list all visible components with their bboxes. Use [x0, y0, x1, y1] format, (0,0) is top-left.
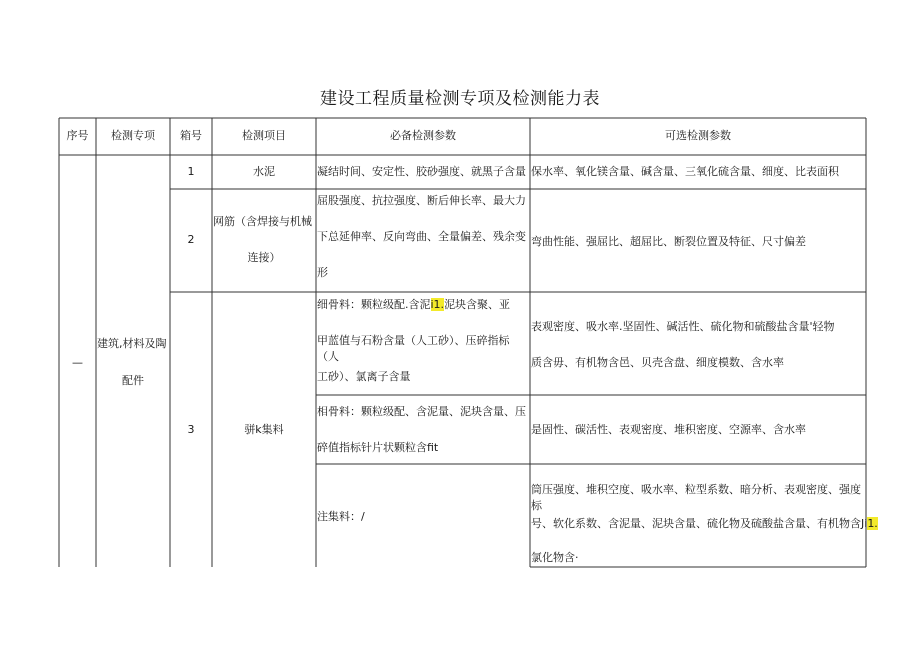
row2-no: 2 [187, 233, 195, 246]
header-required: 必备检测参数 [390, 129, 456, 142]
row2-required-line2: 下总延伸率、反向弯曲、全量偏差、残余变 [317, 230, 526, 243]
row3c-optional-line1: 筒压强度、堆积空度、吸水率、粒型系数、暗分析、表观密度、强度标 [531, 483, 861, 512]
header-item: 检测项目 [242, 129, 286, 142]
row3b-required-line1: 相骨料：颗粒级配、含泥量、泥块含量、压 [317, 405, 526, 418]
row2-required-line1: 屈股强度、抗拉强度、断后伸长率、最大力 [317, 194, 526, 207]
highlight-mark: i1. [430, 298, 445, 311]
row3-item: 骈k集料 [244, 423, 284, 436]
group-seq: — [72, 356, 83, 369]
row3a-required-line1 [317, 297, 530, 313]
row3c-required: 注集料：/ [317, 510, 365, 523]
row3a-optional-line1: 表观密度、吸水率.坚固性、碱活性、硫化物和硫酸盐含量'轻物 [531, 320, 835, 333]
header-category: 检测专项 [111, 129, 155, 142]
row3c-optional-line3: 氯化物含· [531, 551, 579, 564]
page-title: 建设工程质量检测专项及检测能力表 [320, 89, 600, 109]
row3a-required-line1-text: 细骨料：颗粒级配.含泥 [317, 298, 431, 311]
row3a-required-line2: 甲蓝值与石粉含量（人工砂）、压碎指标（人 [317, 334, 510, 363]
row3a-required-line1-tail: 泥块含聚、亚 [444, 298, 511, 311]
row1-required: 凝结时间、安定性、胶砂强度、就黑子含量 [317, 165, 526, 178]
row3b-required-line2: 碎值指标针片状颗粒含fit [317, 441, 439, 454]
row3c-optional-line2-text: 号、软化系数、含泥量、泥块含量、硫化物及硫酸盐含量、有机物含Ji [531, 517, 868, 530]
header-optional: 可选检测参数 [665, 129, 731, 142]
row3a-optional-line2: 质含毋、有机物含邑、贝壳含盘、细度模数、含水率 [531, 356, 784, 369]
row2-optional: 弯曲性能、强屈比、超屈比、断裂位置及特征、尺寸偏差 [531, 235, 806, 248]
group-category-line2: 配件 [122, 374, 144, 387]
row3a-required-line3: 工砂）、氯离子含量 [317, 370, 411, 383]
row1-no: 1 [187, 165, 195, 178]
group-category-line1: 建筑,材料及陶 [97, 337, 167, 350]
header-seq: 序号 [66, 129, 89, 142]
header-item-no: 箱号 [180, 129, 202, 142]
row3-no: 3 [187, 423, 195, 436]
row2-item-line1: 网筋（含焊接与机械 [213, 215, 312, 228]
row2-required-line3: 形 [317, 266, 328, 279]
highlight-mark: 1. [867, 517, 878, 530]
row3b-optional: 是固性、碳活性、表观密度、堆积密度、空源率、含水率 [531, 423, 806, 436]
row2-item-line2: 连接） [247, 251, 281, 264]
row1-optional: 保水率、氧化镁含量、碱含量、三氧化硫含量、细度、比表面积 [531, 165, 839, 178]
row3c-optional-line2 [531, 516, 878, 532]
row1-item: 水泥 [253, 165, 275, 178]
